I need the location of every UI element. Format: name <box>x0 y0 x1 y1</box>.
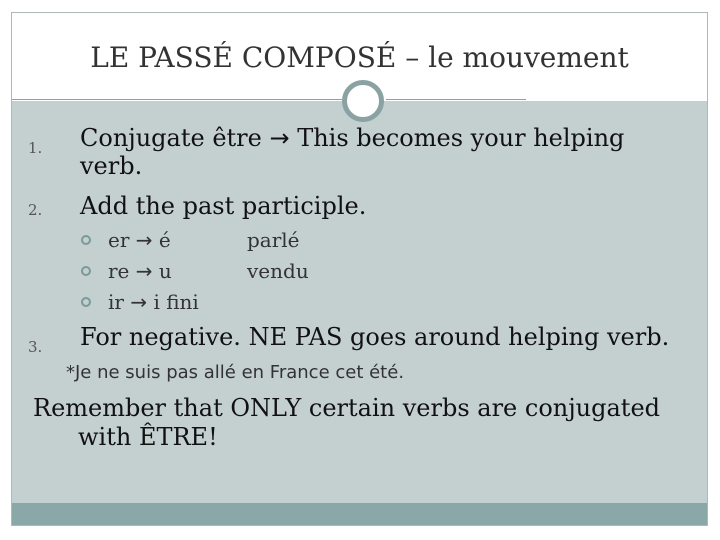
ending-from: ir <box>108 290 124 314</box>
arrow-icon: → <box>130 290 148 314</box>
step-2-line: Add the past participle. <box>80 192 367 220</box>
step-number-1: 1. <box>28 139 43 157</box>
ending-re <box>108 259 172 283</box>
ring-ornament-icon <box>342 80 384 122</box>
arrow-icon: → <box>269 124 290 152</box>
remember-line-1: Remember that ONLY certain verbs are conjugated <box>33 394 661 422</box>
step-number-2: 2. <box>28 201 43 219</box>
ending-from: er <box>108 228 130 252</box>
arrow-icon: → <box>135 259 153 283</box>
bullet-circle-icon <box>81 235 91 245</box>
step-number-3: 3. <box>28 338 43 356</box>
remember-line-2: with ÊTRE! <box>78 423 218 451</box>
ending-to: u <box>158 259 172 283</box>
step-1-line-1 <box>80 124 624 152</box>
ending-from: re <box>108 259 130 283</box>
step-3-line: For negative. NE PAS goes around helping verb. <box>80 323 670 351</box>
step-1-text-a: Conjugate être <box>80 124 270 152</box>
arrow-icon: → <box>135 228 153 252</box>
footer-bar <box>12 503 707 525</box>
negative-example: *Je ne suis pas allé en France cet été. <box>66 362 405 383</box>
example-vendu: vendu <box>247 259 309 283</box>
ending-to: i fini <box>153 290 199 314</box>
title-divider-right <box>386 99 526 100</box>
bullet-circle-icon <box>81 297 91 307</box>
bullet-circle-icon <box>81 266 91 276</box>
ending-to: é <box>158 228 171 252</box>
step-1-line-2: verb. <box>80 152 143 180</box>
slide-title: LE PASSÉ COMPOSÉ – le mouvement <box>90 41 629 74</box>
ending-er <box>108 228 171 252</box>
ending-ir <box>108 290 199 314</box>
example-parle: parlé <box>247 228 300 252</box>
step-1-text-b: This becomes your helping <box>289 124 625 152</box>
title-divider-left <box>12 99 342 100</box>
